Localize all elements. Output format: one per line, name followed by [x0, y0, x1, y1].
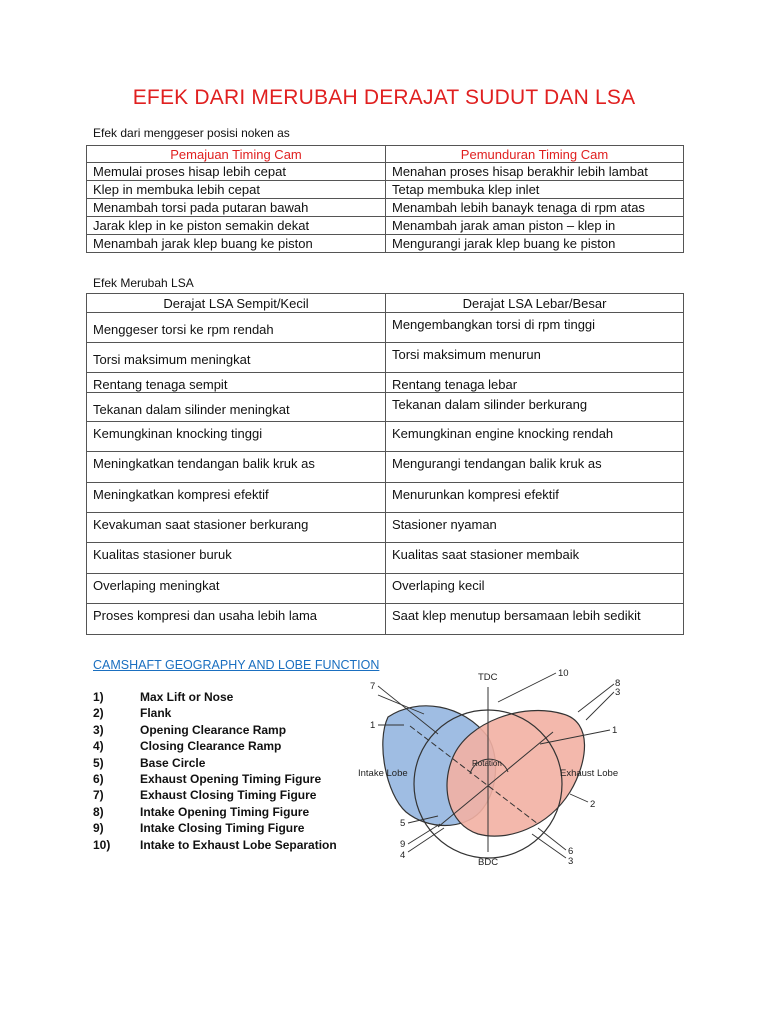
table-row: [87, 452, 684, 483]
lobe-diagram-svg: [348, 662, 648, 868]
cell: Mengurangi tendangan balik kruk as: [386, 452, 684, 483]
cell: Menahan proses hisap berakhir lebih lambat: [386, 163, 684, 181]
rotation-label: Rotation: [472, 759, 502, 768]
table-row: [87, 483, 684, 513]
list-item: [93, 820, 337, 836]
item-text: Exhaust Closing Timing Figure: [140, 788, 317, 803]
list-item: [93, 837, 337, 853]
exhaust-lobe-label: Exhaust Lobe: [560, 768, 619, 779]
cell: Jarak klep in ke piston semakin dekat: [87, 217, 386, 235]
callout-1-right: 1: [612, 725, 618, 736]
callout-3-bottom: 3: [568, 856, 574, 867]
cell: Kualitas saat stasioner membaik: [386, 543, 684, 574]
timing-cam-table: [86, 145, 684, 253]
item-text: Exhaust Opening Timing Figure: [140, 772, 322, 787]
item-number: 7): [93, 788, 104, 803]
cell: Menambah torsi pada putaran bawah: [87, 199, 386, 217]
cell: Meningkatkan kompresi efektif: [87, 483, 386, 513]
cell: Kemungkinan engine knocking rendah: [386, 422, 684, 452]
table-row: [87, 163, 684, 181]
tdc-label: TDC: [478, 672, 498, 683]
cell: Saat klep menutup bersamaan lebih sedikit: [386, 604, 684, 635]
table-row: [87, 393, 684, 422]
item-number: 4): [93, 739, 104, 754]
header-retard: Pemunduran Timing Cam: [386, 146, 684, 163]
item-number: 10): [93, 837, 111, 852]
table-row: [87, 513, 684, 543]
list-item: [93, 738, 337, 754]
timing-cam-caption: Efek dari menggeser posisi noken as: [93, 126, 290, 140]
item-number: 2): [93, 706, 104, 721]
item-text: Max Lift or Nose: [140, 690, 234, 704]
list-item: [93, 722, 337, 738]
cell: Kevakuman saat stasioner berkurang: [87, 513, 386, 543]
cell: Mengembangkan torsi di rpm tinggi: [386, 313, 684, 343]
callout-4: 4: [400, 850, 406, 861]
cell: Proses kompresi dan usaha lebih lama: [87, 604, 386, 635]
callout-10: 10: [558, 668, 569, 679]
table-row: [87, 373, 684, 393]
item-text: Intake Opening Timing Figure: [140, 804, 310, 819]
table-row: [87, 574, 684, 604]
callout-6: 6: [568, 846, 574, 857]
cell: Torsi maksimum menurun: [386, 343, 684, 373]
cell: Menambah jarak klep buang ke piston: [87, 235, 386, 253]
table-row: [87, 313, 684, 343]
cell: Meningkatkan tendangan balik kruk as: [87, 452, 386, 483]
table-row: [87, 235, 684, 253]
callout-7: 7: [370, 681, 376, 692]
item-number: 5): [93, 755, 104, 770]
header-narrow-lsa: Derajat LSA Sempit/Kecil: [87, 294, 386, 313]
cell: Rentang tenaga sempit: [87, 373, 386, 393]
item-number: 1): [93, 690, 104, 704]
header-wide-lsa: Derajat LSA Lebar/Besar: [386, 294, 684, 313]
item-number: 6): [93, 772, 104, 787]
cell: Stasioner nyaman: [386, 513, 684, 543]
list-item: [93, 689, 337, 705]
cell: Overlaping meningkat: [87, 574, 386, 604]
list-item: [93, 787, 337, 803]
cell: Tekanan dalam silinder meningkat: [87, 393, 386, 422]
cell: Kualitas stasioner buruk: [87, 543, 386, 574]
camshaft-geography-link[interactable]: CAMSHAFT GEOGRAPHY AND LOBE FUNCTION: [93, 658, 380, 672]
callout-5: 5: [400, 818, 406, 829]
cell: Mengurangi jarak klep buang ke piston: [386, 235, 684, 253]
table-row: [87, 422, 684, 452]
cell: Rentang tenaga lebar: [386, 373, 684, 393]
cell: Torsi maksimum meningkat: [87, 343, 386, 373]
cell: Menambah jarak aman piston – klep in: [386, 217, 684, 235]
list-item: [93, 771, 337, 787]
cell: Tekanan dalam silinder berkurang: [386, 393, 684, 422]
cell: Memulai proses hisap lebih cepat: [87, 163, 386, 181]
cell: Menurunkan kompresi efektif: [386, 483, 684, 513]
intake-lobe-label: Intake Lobe: [358, 768, 408, 779]
cell: Tetap membuka klep inlet: [386, 181, 684, 199]
item-number: 9): [93, 821, 104, 836]
camshaft-lobe-diagram: [348, 662, 648, 868]
header-advance: Pemajuan Timing Cam: [87, 146, 386, 163]
item-text: Intake to Exhaust Lobe Separation: [140, 837, 337, 852]
table-header-row: [87, 294, 684, 313]
item-number: 8): [93, 804, 104, 819]
list-item: [93, 705, 337, 721]
cell: Menggeser torsi ke rpm rendah: [87, 313, 386, 343]
item-text: Flank: [140, 706, 172, 721]
cell: Overlaping kecil: [386, 574, 684, 604]
list-item: [93, 804, 337, 820]
item-text: Base Circle: [140, 755, 206, 770]
page-title: EFEK DARI MERUBAH DERAJAT SUDUT DAN LSA: [132, 86, 636, 109]
item-text: Opening Clearance Ramp: [140, 722, 287, 737]
item-number: 3): [93, 722, 104, 737]
table-row: [87, 181, 684, 199]
table-row: [87, 604, 684, 635]
table-row: [87, 199, 684, 217]
item-text: Intake Closing Timing Figure: [140, 821, 305, 836]
callout-9: 9: [400, 839, 406, 850]
lobe-parts-list: [93, 689, 337, 853]
table-row: [87, 217, 684, 235]
table-header-row: [87, 146, 684, 163]
table-row: [87, 343, 684, 373]
table-row: [87, 543, 684, 574]
callout-2: 2: [590, 799, 596, 810]
callout-3: 3: [615, 687, 621, 698]
callout-1-left: 1: [370, 720, 376, 731]
cell: Menambah lebih banayk tenaga di rpm atas: [386, 199, 684, 217]
cell: Klep in membuka lebih cepat: [87, 181, 386, 199]
callout-8: 8: [615, 678, 621, 689]
lsa-table: [86, 293, 684, 635]
item-text: Closing Clearance Ramp: [140, 739, 282, 754]
bdc-label: BDC: [478, 857, 499, 868]
lsa-caption: Efek Merubah LSA: [93, 276, 194, 290]
cell: Kemungkinan knocking tinggi: [87, 422, 386, 452]
list-item: [93, 755, 337, 771]
